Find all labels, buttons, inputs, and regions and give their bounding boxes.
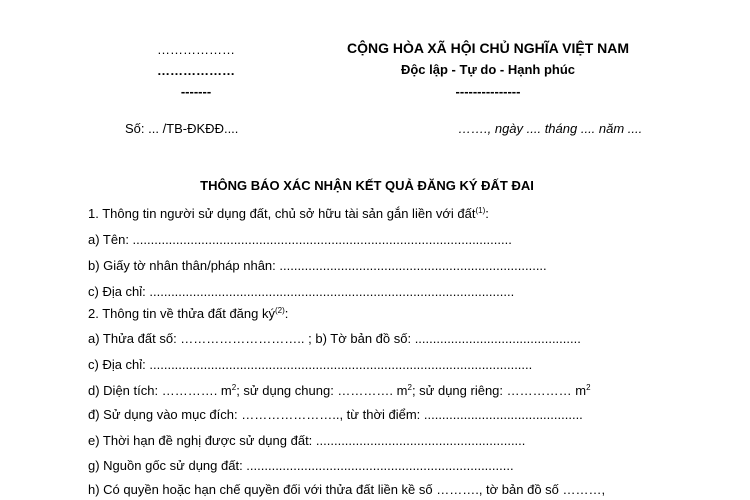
field-owner-address: c) Địa chỉ: ..................................................................................................... <box>88 284 515 299</box>
field-name: a) Tên: ......................................................................................................... <box>88 232 512 247</box>
section1-heading: 1. Thông tin người sử dụng đất, chủ sở hữu tài sản gắn liền với đất$^{(1)}$: <box>88 206 489 221</box>
document-title: THÔNG BÁO XÁC NHẬN KẾT QUẢ ĐĂNG KÝ ĐẤT ĐAI <box>200 178 534 193</box>
field-parcel-map: a) Thửa đất số: ……………………….. ; b) Tờ bản đồ số: .............................................. <box>88 331 581 346</box>
document-number: Số: ... /TB-ĐKĐĐ.... <box>125 121 239 136</box>
document-date: ……., ngày .... tháng .... năm .... <box>458 121 643 136</box>
footnote-ref-1: (1) <box>475 206 486 215</box>
motto-divider: --------------- <box>455 84 521 99</box>
agency-divider: ------- <box>180 84 212 99</box>
field-land-term: e) Thời hạn đề nghị được sử dụng đất: .......................................................... <box>88 433 526 448</box>
field-parcel-address: c) Địa chỉ: .......................................................................................................... <box>88 357 533 372</box>
section2-heading: 2. Thông tin về thửa đất đăng $ký^{(2)}$: <box>88 306 289 321</box>
country-name: CỘNG HÒA XÃ HỘI CHỦ NGHĨA VIỆT NAM <box>346 40 630 56</box>
national-motto: Độc lập - Tự do - Hạnh phúc <box>400 62 576 77</box>
field-land-origin: g) Nguồn gốc sử dụng đất: .......................................................................... <box>88 458 514 473</box>
field-land-purpose: đ) Sử dụng vào mục đích: ………………….., từ thời điểm: ............................................ <box>88 407 583 422</box>
agency-name-line: ……………… <box>157 42 235 57</box>
agency-unit-line: ……………… <box>157 63 235 78</box>
footnote-ref-2: (2) <box>274 306 285 315</box>
field-area: d) Diện tích: …………. $m^2$; sử dụng chung: …………. $m^2$; sử dụng riêng: …………… $m^2$ <box>88 383 591 398</box>
field-id-document: b) Giấy tờ nhân thân/pháp nhân: .......................................................................... <box>88 258 547 273</box>
field-adjacent-rights: h) Có quyền hoặc hạn chế quyền đối với thửa đất liền kề số ………., tờ bản đồ số ………, <box>88 482 606 497</box>
